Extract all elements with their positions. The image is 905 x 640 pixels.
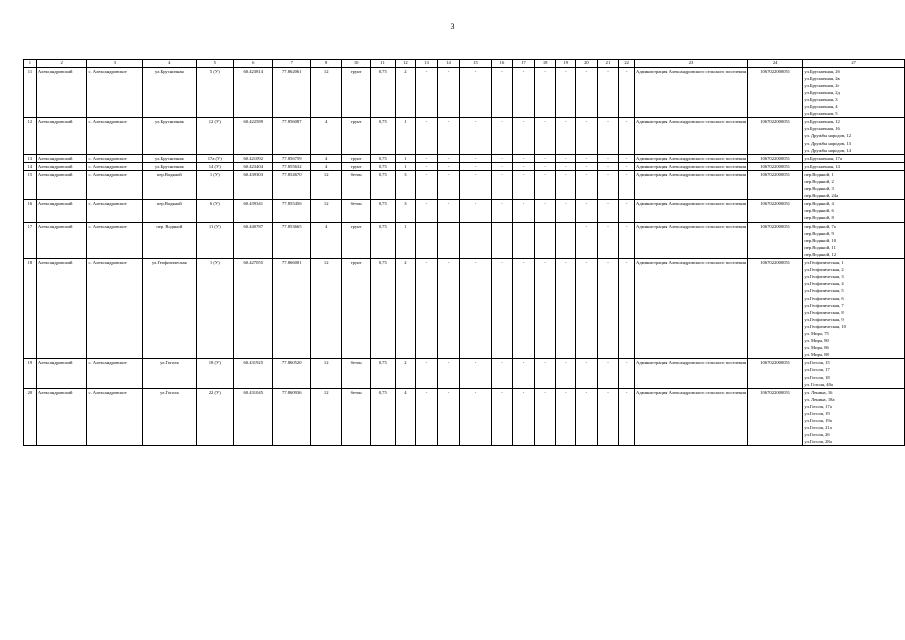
served-addresses-cell: ул.Брусничная, 2б ул.Брусничная, 2в ул.Брусничная, 2г ул.Брусничная, 2д ул.Брусничная, 3 ул.Брусничная, 4 ул.Брусничная, 5 bbox=[803, 67, 905, 118]
row-number: 15 bbox=[24, 170, 37, 199]
column-header: 10 bbox=[342, 60, 371, 68]
col21-cell: - bbox=[597, 170, 619, 199]
col22-cell: - bbox=[619, 222, 635, 258]
volume-cell: 0,75 bbox=[370, 222, 395, 258]
settlement-cell: с. Александровское bbox=[87, 154, 143, 162]
col20-cell: - bbox=[576, 67, 598, 118]
col18-cell: - bbox=[534, 67, 556, 118]
served-addresses-cell: ул.Брусничная, 12 ул.Брусничная, 16 ул. Дружбы народов, 12 ул. Дружбы народов, 13 ул. Дружбы народов, 14 bbox=[803, 118, 905, 154]
site-number-cell: 1 (У) bbox=[196, 259, 233, 359]
col20-cell: - bbox=[576, 222, 598, 258]
column-header: 13 bbox=[416, 60, 438, 68]
owner-org-cell: Администрация Александровского сельского поселения bbox=[635, 259, 748, 359]
col16-cell: - bbox=[491, 259, 513, 359]
longitude-cell: 77.854670 bbox=[273, 170, 311, 199]
col14-cell: - bbox=[437, 200, 460, 222]
col14-cell bbox=[437, 222, 460, 258]
column-header: 15 bbox=[460, 60, 491, 68]
col16-cell: - bbox=[491, 200, 513, 222]
owner-org-cell: Администрация Александровского сельского поселения bbox=[635, 170, 748, 199]
site-number-cell: 18 (У) bbox=[196, 359, 233, 388]
container-count-cell: 4 bbox=[395, 388, 416, 446]
col18-cell: - bbox=[534, 154, 556, 162]
col18-cell bbox=[534, 222, 556, 258]
area-cell: 4 bbox=[311, 154, 342, 162]
surface-cell: грунт bbox=[342, 154, 371, 162]
owner-org-cell: Администрация Александровского сельского поселения bbox=[635, 388, 748, 446]
site-number-cell: 11 (У) bbox=[196, 222, 233, 258]
area-cell: 12 bbox=[311, 200, 342, 222]
column-header: 3 bbox=[87, 60, 143, 68]
volume-cell: 0,75 bbox=[370, 259, 395, 359]
row-number: 18 bbox=[24, 259, 37, 359]
district-cell: Александровский bbox=[36, 388, 87, 446]
table-row bbox=[24, 170, 905, 199]
ogrn-cell: 1067022000051 bbox=[748, 222, 803, 258]
row-number: 11 bbox=[24, 67, 37, 118]
site-number-cell: 5 (У) bbox=[196, 67, 233, 118]
container-count-cell: 1 bbox=[395, 222, 416, 258]
district-cell: Александровский bbox=[36, 118, 87, 154]
col20-cell: - bbox=[576, 388, 598, 446]
served-addresses-cell: ул.Гоголя, 15 ул.Гоголя, 17 ул.Гоголя, 18 ул. Гоголя, 40а bbox=[803, 359, 905, 388]
street-cell: пер.Водяной bbox=[143, 170, 197, 199]
row-number: 20 bbox=[24, 388, 37, 446]
latitude-cell: 60.440787 bbox=[233, 222, 273, 258]
col18-cell: - bbox=[534, 359, 556, 388]
volume-cell: 0,75 bbox=[370, 67, 395, 118]
col14-cell: - bbox=[437, 388, 460, 446]
col15-cell: - bbox=[460, 359, 491, 388]
col19-cell: - bbox=[556, 118, 576, 154]
ogrn-cell: 1067022000051 bbox=[748, 162, 803, 170]
latitude-cell: 60.423404 bbox=[233, 162, 273, 170]
table-row bbox=[24, 67, 905, 118]
col19-cell: - bbox=[556, 200, 576, 222]
street-cell: ул.Брусничная bbox=[143, 67, 197, 118]
served-addresses-cell: ул.Брусничная, 14 bbox=[803, 162, 905, 170]
col18-cell: - bbox=[534, 162, 556, 170]
container-count-cell: 2 bbox=[395, 259, 416, 359]
volume-cell: 0,75 bbox=[370, 170, 395, 199]
served-addresses-cell: пер.Водяной, 7а пер.Водяной, 9 пер.Водяной, 10 пер.Водяной, 11 пер.Водяной, 12 bbox=[803, 222, 905, 258]
col13-cell: - bbox=[416, 170, 438, 199]
column-header: 11 bbox=[370, 60, 395, 68]
col22-cell: - bbox=[619, 154, 635, 162]
col22-cell: - bbox=[619, 170, 635, 199]
col14-cell: - bbox=[437, 162, 460, 170]
col17-cell bbox=[513, 222, 535, 258]
col15-cell: - bbox=[460, 154, 491, 162]
settlement-cell: с. Александровское bbox=[87, 388, 143, 446]
site-number-cell: 14 (У) bbox=[196, 162, 233, 170]
table-row bbox=[24, 118, 905, 154]
area-cell: 4 bbox=[311, 118, 342, 154]
col16-cell: - bbox=[491, 170, 513, 199]
latitude-cell: 60.431045 bbox=[233, 388, 273, 446]
column-header: 7 bbox=[273, 60, 311, 68]
street-cell: пер. Водяной bbox=[143, 222, 197, 258]
column-header: 20 bbox=[576, 60, 598, 68]
col19-cell: - bbox=[556, 170, 576, 199]
longitude-cell: 77.860520 bbox=[273, 359, 311, 388]
col21-cell: - bbox=[597, 388, 619, 446]
col21-cell: - bbox=[597, 67, 619, 118]
col21-cell: - bbox=[597, 259, 619, 359]
column-header: 1 bbox=[24, 60, 37, 68]
container-count-cell: 2 bbox=[395, 359, 416, 388]
served-addresses-cell: ул.Геофизическая, 1 ул.Геофизическая, 2 ул.Геофизическая, 3 ул.Геофизическая, 4 ул.Геофизическая, 5 ул.Геофизическая, 6 ул.Геофизическая, 7 ул.Геофизическая, 8 ул.Геофизическая, 9 ул.Геофизическая, 10 ул. Мира, 75 ул. Мира, 80 ул. Мира, 86 ул. Мира, 88 bbox=[803, 259, 905, 359]
col15-cell: - bbox=[460, 259, 491, 359]
col15-cell bbox=[460, 222, 491, 258]
street-cell: ул.Брусничная bbox=[143, 154, 197, 162]
col20-cell: - bbox=[576, 359, 598, 388]
column-header: 23 bbox=[635, 60, 748, 68]
col21-cell: - bbox=[597, 162, 619, 170]
served-addresses-cell: ул. Ленина, 16 ул. Ленина, 18а ул.Гоголя, 17а ул.Гоголя, 19 ул.Гоголя, 19а ул.Гоголя, 21а ул.Гоголя, 26 ул.Гоголя, 28а bbox=[803, 388, 905, 446]
street-cell: пер.Водяной bbox=[143, 200, 197, 222]
district-cell: Александровский bbox=[36, 259, 87, 359]
ogrn-cell: 1067022000051 bbox=[748, 170, 803, 199]
col14-cell: - bbox=[437, 359, 460, 388]
site-number-cell: 1 (У) bbox=[196, 170, 233, 199]
surface-cell: грунт bbox=[342, 259, 371, 359]
column-header: 17 bbox=[513, 60, 535, 68]
surface-cell: бетон bbox=[342, 359, 371, 388]
col16-cell: - bbox=[491, 118, 513, 154]
col19-cell: - bbox=[556, 388, 576, 446]
col15-cell: - bbox=[460, 388, 491, 446]
col16-cell: - bbox=[491, 359, 513, 388]
latitude-cell: 60.427055 bbox=[233, 259, 273, 359]
col20-cell: - bbox=[576, 170, 598, 199]
column-header: 16 bbox=[491, 60, 513, 68]
col18-cell: - bbox=[534, 259, 556, 359]
surface-cell: бетон bbox=[342, 388, 371, 446]
col19-cell: - bbox=[556, 259, 576, 359]
table-row bbox=[24, 162, 905, 170]
column-header: 5 bbox=[196, 60, 233, 68]
area-cell: 12 bbox=[311, 359, 342, 388]
col17-cell: - bbox=[513, 118, 535, 154]
street-cell: ул.Геофизическая bbox=[143, 259, 197, 359]
latitude-cell: 60.423814 bbox=[233, 67, 273, 118]
container-count-cell: 1 bbox=[395, 118, 416, 154]
col16-cell: - bbox=[491, 67, 513, 118]
ogrn-cell: 1067022000051 bbox=[748, 154, 803, 162]
table-row bbox=[24, 222, 905, 258]
container-count-cell: 1 bbox=[395, 154, 416, 162]
col19-cell: - bbox=[556, 359, 576, 388]
settlement-cell: с. Александровское bbox=[87, 118, 143, 154]
column-header: 19 bbox=[556, 60, 576, 68]
col17-cell: - bbox=[513, 359, 535, 388]
settlement-cell: с. Александровское bbox=[87, 222, 143, 258]
district-cell: Александровский bbox=[36, 222, 87, 258]
table-row bbox=[24, 200, 905, 222]
col18-cell: - bbox=[534, 200, 556, 222]
ogrn-cell: 1067022000051 bbox=[748, 388, 803, 446]
volume-cell: 0,75 bbox=[370, 118, 395, 154]
latitude-cell: 60.439303 bbox=[233, 170, 273, 199]
column-header: 6 bbox=[233, 60, 273, 68]
col13-cell: - bbox=[416, 359, 438, 388]
site-number-cell: 6 (У) bbox=[196, 200, 233, 222]
col16-cell: - bbox=[491, 388, 513, 446]
table-row bbox=[24, 154, 905, 162]
col22-cell: - bbox=[619, 118, 635, 154]
surface-cell: бетон bbox=[342, 200, 371, 222]
row-number: 19 bbox=[24, 359, 37, 388]
served-addresses-cell: пер.Водяной, 1 пер.Водяной, 2 пер.Водяной, 3 пер.Водяной, 24а bbox=[803, 170, 905, 199]
area-cell: 12 bbox=[311, 259, 342, 359]
col18-cell: - bbox=[534, 118, 556, 154]
ogrn-cell: 1067022000051 bbox=[748, 67, 803, 118]
settlement-cell: с. Александровское bbox=[87, 200, 143, 222]
col17-cell: - bbox=[513, 200, 535, 222]
col20-cell: - bbox=[576, 200, 598, 222]
row-number: 12 bbox=[24, 118, 37, 154]
table-row bbox=[24, 359, 905, 388]
row-number: 16 bbox=[24, 200, 37, 222]
street-cell: ул.Гоголя bbox=[143, 359, 197, 388]
volume-cell: 0,75 bbox=[370, 359, 395, 388]
container-count-cell: 3 bbox=[395, 170, 416, 199]
column-header: 21 bbox=[597, 60, 619, 68]
col15-cell: - bbox=[460, 118, 491, 154]
register-table bbox=[23, 59, 905, 446]
surface-cell: грунт bbox=[342, 67, 371, 118]
longitude-cell: 77.853665 bbox=[273, 222, 311, 258]
col18-cell: - bbox=[534, 388, 556, 446]
col13-cell bbox=[416, 222, 438, 258]
container-count-cell: 1 bbox=[395, 162, 416, 170]
col14-cell: - bbox=[437, 67, 460, 118]
column-header: 14 bbox=[437, 60, 460, 68]
col20-cell: - bbox=[576, 162, 598, 170]
col15-cell: - bbox=[460, 170, 491, 199]
col13-cell: - bbox=[416, 200, 438, 222]
column-header: 4 bbox=[143, 60, 197, 68]
volume-cell: 0,75 bbox=[370, 154, 395, 162]
owner-org-cell: Администрация Александровского сельского поселения bbox=[635, 200, 748, 222]
col16-cell bbox=[491, 222, 513, 258]
col21-cell: - bbox=[597, 118, 619, 154]
settlement-cell: с. Александровское bbox=[87, 259, 143, 359]
col22-cell: - bbox=[619, 200, 635, 222]
settlement-cell: с. Александровское bbox=[87, 359, 143, 388]
ogrn-cell: 1067022000051 bbox=[748, 118, 803, 154]
col19-cell: - bbox=[556, 154, 576, 162]
column-header: 12 bbox=[395, 60, 416, 68]
longitude-cell: 77.862061 bbox=[273, 67, 311, 118]
header-row bbox=[24, 60, 905, 68]
col20-cell: - bbox=[576, 259, 598, 359]
col17-cell: - bbox=[513, 67, 535, 118]
col20-cell: - bbox=[576, 118, 598, 154]
col20-cell: - bbox=[576, 154, 598, 162]
area-cell: 4 bbox=[311, 222, 342, 258]
col15-cell: - bbox=[460, 200, 491, 222]
latitude-cell: 60.422589 bbox=[233, 118, 273, 154]
col19-cell: - bbox=[556, 162, 576, 170]
column-header: 22 bbox=[619, 60, 635, 68]
settlement-cell: с. Александровское bbox=[87, 67, 143, 118]
col18-cell: - bbox=[534, 170, 556, 199]
district-cell: Александровский bbox=[36, 200, 87, 222]
served-addresses-cell: ул.Брусничная, 17а bbox=[803, 154, 905, 162]
latitude-cell: 60.421092 bbox=[233, 154, 273, 162]
col13-cell: - bbox=[416, 259, 438, 359]
district-cell: Александровский bbox=[36, 170, 87, 199]
surface-cell: грунт bbox=[342, 222, 371, 258]
col19-cell: - bbox=[556, 67, 576, 118]
surface-cell: грунт bbox=[342, 118, 371, 154]
street-cell: ул.Гоголя bbox=[143, 388, 197, 446]
row-number: 13 bbox=[24, 154, 37, 162]
owner-org-cell: Администрация Александровского сельского поселения bbox=[635, 222, 748, 258]
surface-cell: бетон bbox=[342, 170, 371, 199]
col17-cell: - bbox=[513, 259, 535, 359]
col16-cell: - bbox=[491, 162, 513, 170]
row-number: 14 bbox=[24, 162, 37, 170]
col14-cell: - bbox=[437, 118, 460, 154]
container-count-cell: 3 bbox=[395, 200, 416, 222]
area-cell: 12 bbox=[311, 67, 342, 118]
surface-cell: грунт bbox=[342, 162, 371, 170]
volume-cell: 0,75 bbox=[370, 162, 395, 170]
area-cell: 4 bbox=[311, 162, 342, 170]
col21-cell: - bbox=[597, 154, 619, 162]
col15-cell: - bbox=[460, 67, 491, 118]
column-header: 8 bbox=[311, 60, 342, 68]
col19-cell bbox=[556, 222, 576, 258]
col22-cell: - bbox=[619, 388, 635, 446]
owner-org-cell: Администрация Александровского сельского поселения bbox=[635, 359, 748, 388]
column-header: 2 bbox=[36, 60, 87, 68]
site-number-cell: 12 (У) bbox=[196, 118, 233, 154]
table-row bbox=[24, 388, 905, 446]
volume-cell: 0,75 bbox=[370, 200, 395, 222]
col17-cell: - bbox=[513, 154, 535, 162]
ogrn-cell: 1067022000051 bbox=[748, 259, 803, 359]
site-number-cell: 17а (У) bbox=[196, 154, 233, 162]
col21-cell: - bbox=[597, 359, 619, 388]
settlement-cell: с. Александровское bbox=[87, 162, 143, 170]
district-cell: Александровский bbox=[36, 359, 87, 388]
owner-org-cell: Администрация Александровского сельского поселения bbox=[636, 155, 746, 161]
longitude-cell: 77.856759 bbox=[273, 154, 311, 162]
ogrn-cell: 1067022000051 bbox=[748, 200, 803, 222]
site-number-cell: 22 (У) bbox=[196, 388, 233, 446]
owner-org-cell: Администрация Александровского сельского поселения bbox=[636, 163, 746, 169]
ogrn-cell: 1067022000051 bbox=[748, 359, 803, 388]
col14-cell: - bbox=[437, 259, 460, 359]
latitude-cell: 60.431925 bbox=[233, 359, 273, 388]
col13-cell: - bbox=[416, 118, 438, 154]
col14-cell: - bbox=[437, 154, 460, 162]
col22-cell: - bbox=[619, 359, 635, 388]
row-number: 17 bbox=[24, 222, 37, 258]
longitude-cell: 77.866001 bbox=[273, 259, 311, 359]
col13-cell: - bbox=[416, 154, 438, 162]
page-number: 3 bbox=[450, 22, 455, 31]
column-header: 18 bbox=[534, 60, 556, 68]
col14-cell: - bbox=[437, 170, 460, 199]
street-cell: ул.Брусничная bbox=[143, 162, 197, 170]
col13-cell: - bbox=[416, 162, 438, 170]
longitude-cell: 77.855456 bbox=[273, 200, 311, 222]
latitude-cell: 60.439341 bbox=[233, 200, 273, 222]
col15-cell: - bbox=[460, 162, 491, 170]
col17-cell: - bbox=[513, 388, 535, 446]
district-cell: Александровский bbox=[36, 162, 87, 170]
owner-org-cell: Администрация Александровского сельского поселения bbox=[635, 118, 748, 154]
served-addresses-cell: пер.Водяной, 4 пер.Водяной, 6 пер.Водяной, 8 bbox=[803, 200, 905, 222]
longitude-cell: 77.855632 bbox=[273, 162, 311, 170]
col17-cell: - bbox=[513, 162, 535, 170]
column-header: 27 bbox=[803, 60, 905, 68]
area-cell: 12 bbox=[311, 170, 342, 199]
street-cell: ул.Брусничная bbox=[143, 118, 197, 154]
longitude-cell: 77.860936 bbox=[273, 388, 311, 446]
owner-org-cell: Администрация Александровского сельского поселения bbox=[635, 67, 748, 118]
volume-cell: 0,75 bbox=[370, 388, 395, 446]
table-row bbox=[24, 259, 905, 359]
container-count-cell: 2 bbox=[395, 67, 416, 118]
area-cell: 12 bbox=[311, 388, 342, 446]
settlement-cell: с. Александровское bbox=[87, 170, 143, 199]
col16-cell: - bbox=[491, 154, 513, 162]
col17-cell: - bbox=[513, 170, 535, 199]
col21-cell: - bbox=[597, 222, 619, 258]
col22-cell: - bbox=[619, 162, 635, 170]
column-header: 24 bbox=[748, 60, 803, 68]
longitude-cell: 77.856087 bbox=[273, 118, 311, 154]
district-cell: Александровский bbox=[36, 154, 87, 162]
district-cell: Александровский bbox=[36, 67, 87, 118]
col22-cell: - bbox=[619, 67, 635, 118]
col21-cell: - bbox=[597, 200, 619, 222]
col13-cell: - bbox=[416, 67, 438, 118]
col22-cell: - bbox=[619, 259, 635, 359]
col13-cell: - bbox=[416, 388, 438, 446]
